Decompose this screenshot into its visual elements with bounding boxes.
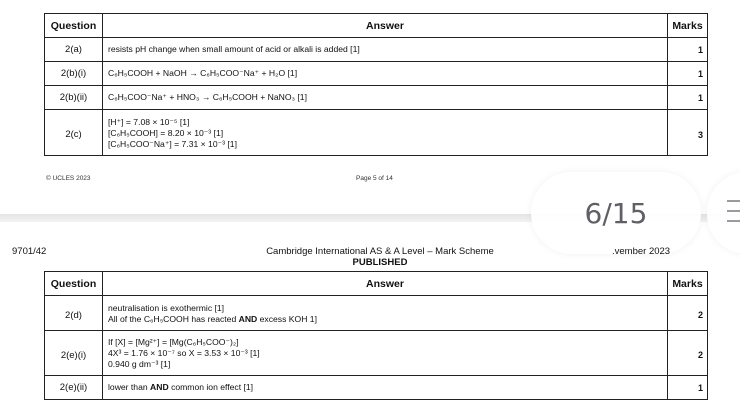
- answer-cell: [103, 86, 668, 110]
- header-question: Question: [45, 272, 103, 296]
- question-number: 2(e)(ii): [45, 376, 103, 400]
- table-header-row: [45, 272, 708, 296]
- header-answer: Answer: [103, 272, 668, 296]
- marks-cell: 1: [668, 62, 708, 86]
- marks-cell: 3: [668, 110, 708, 156]
- marks-cell: 1: [668, 38, 708, 62]
- marks-cell: 2: [668, 296, 708, 331]
- answer-cell: [103, 331, 668, 376]
- exam-session: .vember 2023: [612, 246, 671, 257]
- question-number: 2(a): [45, 38, 103, 62]
- menu-button[interactable]: [707, 172, 740, 254]
- answer-line: resists pH change when small amount of acid or alkali is added [1]: [108, 44, 360, 54]
- table-header-row: [45, 14, 708, 38]
- answer-line: C₆H₅COO⁻Na⁺ + HNO₃ → C₆H₅COOH + NaNO₃ [1]: [108, 92, 307, 102]
- publish-status: PUBLISHED: [352, 257, 408, 268]
- hamburger-menu-icon: [727, 200, 740, 224]
- table-row: [45, 62, 708, 86]
- answer-line: lower than AND common ion effect [1]: [108, 382, 254, 392]
- answer-line: 0.940 g dm⁻³ [1]: [108, 359, 171, 369]
- table-row: [45, 331, 708, 376]
- answer-cell: [103, 110, 668, 156]
- answer-line: C₆H₅COOH + NaOH → C₆H₅COO⁻Na⁺ + H₂O [1]: [108, 68, 298, 78]
- answer-line: neutralisation is exothermic [1]: [108, 302, 225, 313]
- table-row: [45, 296, 708, 331]
- question-number: 2(e)(i): [45, 331, 103, 376]
- answer-line: If [X] = [Mg²⁺] = [Mg(C₆H₅COO⁻)₂]: [108, 337, 239, 347]
- table-row: [45, 86, 708, 110]
- table-row: [45, 376, 708, 400]
- question-number: 2(d): [45, 296, 103, 331]
- table-row: [45, 38, 708, 62]
- answer-line: [C₆H₅COOH] = 8.20 × 10⁻³ [1]: [108, 127, 224, 138]
- question-number: 2(b)(ii): [45, 86, 103, 110]
- syllabus-code: 9701/42: [12, 246, 47, 257]
- page-number-footer: Page 5 of 14: [356, 175, 393, 182]
- header-answer: Answer: [103, 14, 668, 38]
- document-title: Cambridge International AS & A Level – Mark Scheme: [266, 246, 494, 257]
- answer-line: [C₆H₅COO⁻Na⁺] = 7.31 × 10⁻³ [1]: [108, 138, 237, 149]
- page-indicator[interactable]: 6/15: [531, 172, 701, 254]
- answer-cell: [103, 296, 668, 331]
- question-number: 2(b)(i): [45, 62, 103, 86]
- marks-cell: 2: [668, 331, 708, 376]
- marks-cell: 1: [668, 86, 708, 110]
- page-title: [230, 246, 530, 268]
- mark-scheme-table-top: [44, 13, 708, 156]
- answer-cell: [103, 38, 668, 62]
- answer-line: All of the C₆H₅COOH has reacted AND excess KOH 1]: [108, 313, 317, 324]
- header-marks: Marks: [668, 272, 708, 296]
- header-question: Question: [45, 14, 103, 38]
- header-marks: Marks: [668, 14, 708, 38]
- mark-scheme-table-bottom: [44, 271, 708, 400]
- copyright-footer: © UCLES 2023: [46, 175, 91, 182]
- answer-cell: [103, 62, 668, 86]
- marks-cell: 1: [668, 376, 708, 400]
- answer-line: 4X³ = 1.76 × 10⁻⁷ so X = 3.53 × 10⁻³ [1]: [108, 348, 260, 358]
- answer-cell: [103, 376, 668, 400]
- table-row: [45, 110, 708, 156]
- question-number: 2(c): [45, 110, 103, 156]
- answer-line: [H⁺] = 7.08 × 10⁻⁵ [1]: [108, 116, 190, 127]
